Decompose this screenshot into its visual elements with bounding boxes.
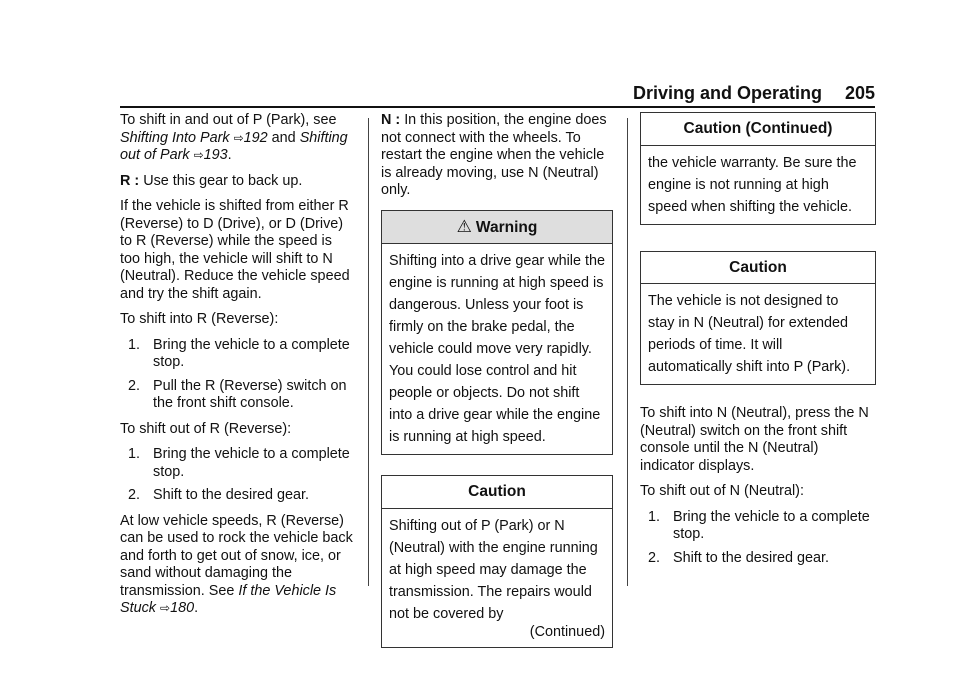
neutral-definition: N : In this position, the engine does not connect with the wheels. To restart the engine when the vehicle is already moving, use N (Neutral) only. (381, 112, 607, 198)
list-item: 2. Shift to the desired gear. (128, 487, 309, 503)
caution-header: Caution (382, 476, 612, 509)
continued-label: (Continued) (529, 623, 605, 640)
section-title: Driving and Operating (633, 83, 823, 103)
column-divider (627, 118, 628, 586)
header-rule (120, 106, 875, 108)
page-ref-icon: ⇨ (233, 130, 244, 145)
caution-body: Shifting out of P (Park) or N (Neutral) with the engine running at high speed may damage the transmission. The repairs would not be covered by (Continued) (389, 517, 605, 640)
page-ref[interactable]: 180 (170, 600, 195, 616)
caution-neutral-box (640, 251, 876, 386)
list-item: 1. Bring the vehicle to a complete stop. (128, 336, 350, 370)
page-number: 205 (845, 83, 876, 103)
caution-continued-box (640, 112, 876, 225)
link-shifting-out-of-park[interactable]: Shifting out of Park (120, 129, 348, 163)
list-item: 1. Bring the vehicle to a complete stop. (648, 508, 870, 542)
list-item: 2. Shift to the desired gear. (648, 549, 829, 566)
shift-speed-paragraph: If the vehicle is shifted from either R (Reverse) to D (Drive), or D (Drive) to R (Reverse) while the speed is too high, the vehicle will shift to N (Neutral). Reduce the vehicle speed and try the shift again. (120, 198, 350, 302)
shift-out-reverse-heading: To shift out of R (Reverse): (120, 420, 292, 437)
page-ref-icon: ⇨ (160, 601, 171, 615)
caution-box (381, 475, 613, 648)
caution-continued-body: the vehicle warranty. Be sure the engine is not running at high speed when shifting the vehicle. (648, 154, 857, 215)
shift-out-neutral-steps (640, 509, 876, 568)
column-1 (120, 112, 355, 626)
page-ref[interactable]: 193 (203, 147, 228, 163)
shift-into-reverse-heading: To shift into R (Reverse): (120, 311, 279, 327)
warning-header: ⚠ Warning (382, 211, 612, 245)
caution-neutral-header: Caution (641, 252, 875, 285)
list-item: 2. Pull the R (Reverse) switch on the front shift console. (128, 377, 347, 411)
rocking-paragraph: At low vehicle speeds, R (Reverse) can be used to rock the vehicle back and forth to get out of snow, ice, or sand without damaging the transmission. See If the Vehicle Is Stuck ⇨180. (120, 512, 353, 616)
caution-continued-header: Caution (Continued) (641, 113, 875, 146)
link-shifting-into-park[interactable]: Shifting Into Park (120, 129, 230, 146)
caution-neutral-body: The vehicle is not designed to stay in N (Neutral) for extended periods of time. It will automatically shift into P (Park). (648, 293, 851, 375)
link-vehicle-stuck[interactable]: If the Vehicle Is Stuck (120, 582, 337, 616)
column-divider (368, 118, 369, 586)
shift-out-reverse-steps (120, 446, 355, 505)
page-ref[interactable]: 192 (243, 129, 268, 146)
column-3 (640, 112, 876, 575)
shift-out-neutral-heading: To shift out of N (Neutral): (640, 483, 804, 499)
column-2 (381, 112, 613, 668)
shift-into-reverse-steps (120, 337, 355, 413)
page-ref-icon: ⇨ (193, 148, 204, 162)
warning-icon: ⚠ (456, 216, 472, 236)
warning-box (381, 210, 613, 456)
shift-into-neutral-paragraph: To shift into N (Neutral), press the N (Neutral) switch on the front shift console until the N (Neutral) indicator displays. (640, 405, 869, 474)
warning-body: Shifting into a drive gear while the engine is running at high speed is dangerous. Unless your foot is firmly on the brake pedal, the vehicle could move very rapidly. You could lose control and hit people or objects. Do not shift into a drive gear while the engine is running at high speed. (389, 253, 605, 445)
list-item: 1. Bring the vehicle to a complete stop. (128, 446, 350, 480)
reverse-definition: R : Use this gear to back up. (120, 172, 303, 189)
park-paragraph: To shift in and out of P (Park), see Shifting Into Park ⇨192 and Shifting out of Park ⇨193. (120, 112, 348, 163)
